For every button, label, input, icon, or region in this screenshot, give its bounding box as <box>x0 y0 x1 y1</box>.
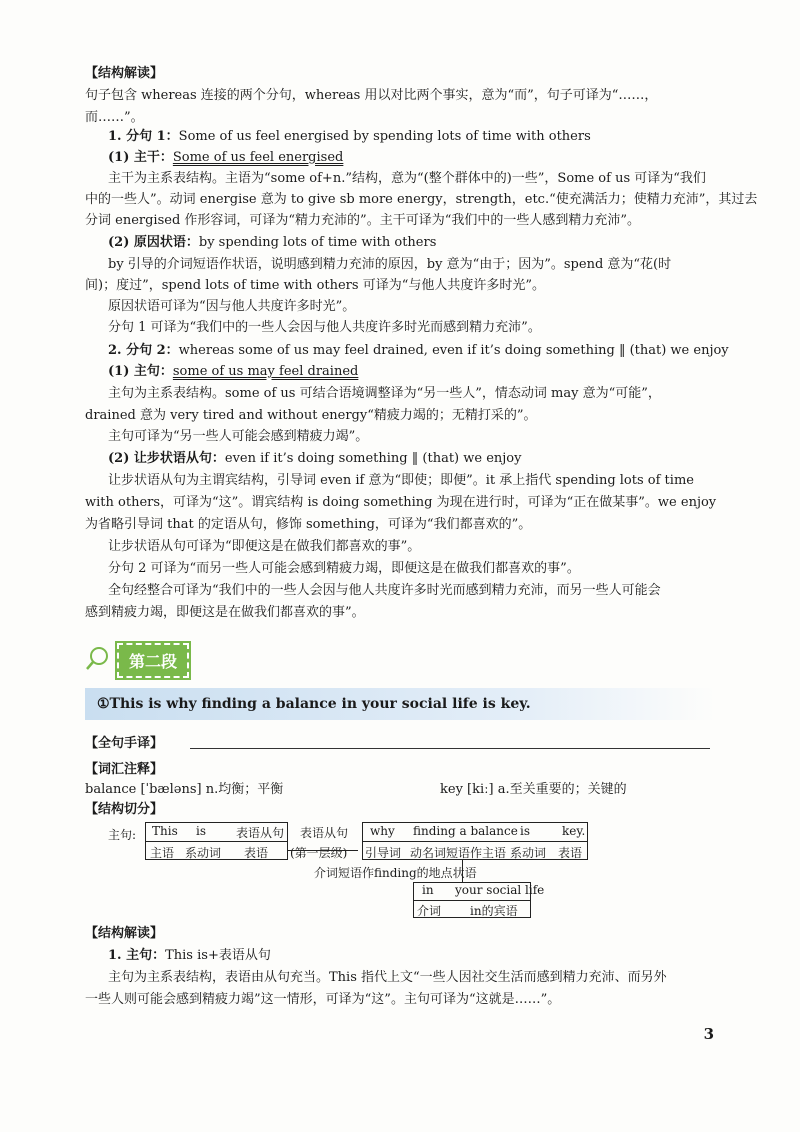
sub-label: (2) 原因状语： <box>108 235 199 250</box>
sub-sentence: by spending lots of time with others <box>198 235 437 250</box>
vocab-item: key [kiː] a.至关重要的；关键的 <box>440 782 627 797</box>
text-line: 主句为主系表结构。some of us 可结合语境调整译为“另一些人”，情态动词 may 意为“可能”， <box>108 386 661 401</box>
role-conjunction: 引导词 <box>365 846 402 860</box>
sub-label: (1) 主干： <box>108 150 173 165</box>
text-line: 让步状语从句为主谓宾结构，引导词 even if 意为“即使；即便”。it 承上指代 spending lots of time <box>108 473 694 488</box>
section-title-label: 第二段 <box>117 643 189 678</box>
role-linking-verb2: 系动词 <box>510 846 547 860</box>
mid-label: 表语从句 <box>300 826 349 840</box>
clause-number: 2. 分句 2： <box>108 343 179 358</box>
structure-cut-heading: 【结构切分】 <box>85 802 164 817</box>
text-line: 主干为主系表结构。主语为“some of+n.”结构，意为“(整个群体中的)一些”，Some of us 可译为“我们 <box>108 171 706 186</box>
word-finding-a-balance: finding a balance <box>413 824 518 838</box>
translation-blank-line[interactable] <box>190 748 710 749</box>
text-line: 主句为主系表结构，表语由从句充当。This 指代上文“一些人因社交生活而感到精力充沛、而另外 <box>108 970 667 985</box>
divider <box>362 841 588 842</box>
role-subject: 主语 <box>150 846 175 860</box>
text-line: 中的一些人”。动词 energise 意为 to give sb more energy，strength，etc.“使充满活力；使精力充沛”，其过去 <box>85 192 758 207</box>
sub-sentence: even if it’s doing something ‖ (that) we enjoy <box>224 451 522 466</box>
word-why: why <box>370 824 395 838</box>
text-line: by 引导的介词短语作状语，说明感到精力充沛的原因，by 意为“由于；因为”。spend 意为“花(时 <box>108 257 672 272</box>
role-preposition: 介词 <box>417 904 442 918</box>
text-line: 感到精疲力竭，即便这是在做我们都喜欢的事”。 <box>85 605 365 620</box>
vocab-item: balance [ˈbæləns] n.均衡；平衡 <box>85 782 284 797</box>
arrow-line <box>288 850 358 851</box>
main-clause-label: 主句: <box>108 828 137 842</box>
sentence-banner: ①This is why finding a balance in your social life is key. <box>85 688 715 720</box>
clause-number: 1. 主句： <box>108 948 166 963</box>
role-linking-verb: 系动词 <box>185 846 222 860</box>
clause-heading <box>108 341 729 361</box>
clause-sentence: whereas some of us may feel drained, even if it’s doing something ‖ (that) we enjoy <box>178 343 729 358</box>
role-gerund-subject: 动名词短语作主语 <box>410 846 507 860</box>
section-title <box>85 643 189 677</box>
sub-label: (1) 主句： <box>108 364 173 379</box>
clause-heading <box>108 127 591 147</box>
sub-sentence: some of us may feel drained <box>172 364 359 379</box>
text-line: 一些人则可能会感到精疲力竭”这一情形，可译为“这”。主句可译为“这就是……”。 <box>85 992 561 1007</box>
text-line: 让步状语从句可译为“即便这是在做我们都喜欢的事”。 <box>108 539 421 554</box>
mid-level-label: (第一层级) <box>290 846 348 860</box>
text-line: 主句可译为“另一些人可能会感到精疲力竭”。 <box>108 429 369 444</box>
sub-heading <box>108 362 358 382</box>
clause-number: 1. 分句 1： <box>108 129 179 144</box>
sub-label: (2) 让步状语从句： <box>108 451 225 466</box>
clause-sentence: This is+表语从句 <box>165 948 271 963</box>
page-number: 3 <box>703 1025 714 1043</box>
role-predicative2: 表语 <box>558 846 583 860</box>
text-line: 间)；度过”，spend lots of time with others 可译为“与他人共度许多时光”。 <box>85 278 545 293</box>
text-line: 句子包含 whereas 连接的两个分句，whereas 用以对比两个事实，意为“而”，句子可译为“……， <box>85 88 658 103</box>
text-line: 分词 energised 作形容词，可译为“精力充沛的”。主干可译为“我们中的一些人感到精力充沛”。 <box>85 213 640 228</box>
word-is: is <box>196 824 206 838</box>
vocab-heading: 【词汇注释】 <box>85 762 164 777</box>
role-predicative: 表语 <box>244 846 269 860</box>
text-line: with others，可译为“这”。谓宾结构 is doing something 为现在进行时，可译为“正在做某事”。we enjoy <box>85 495 717 510</box>
divider <box>413 900 531 901</box>
magnifier-icon <box>85 645 111 675</box>
sub-heading <box>108 449 521 469</box>
clause-sentence: Some of us feel energised by spending lots of time with others <box>178 129 591 144</box>
adverbial-label: 介词短语作finding的地点状语 <box>314 866 477 880</box>
divider <box>145 841 288 842</box>
sub-heading <box>108 148 343 168</box>
main-clause-heading <box>108 946 271 966</box>
text-line: 分句 1 可译为“我们中的一些人会因与他人共度许多时光而感到精力充沛”。 <box>108 320 541 335</box>
translation-heading: 【全句手译】 <box>85 736 164 751</box>
role-object-of-in: in的宾语 <box>470 904 518 918</box>
sub-sentence: Some of us feel energised <box>172 150 344 165</box>
word-is2: is <box>520 824 530 838</box>
text-line: drained 意为 very tired and without energy“精疲力竭的；无精打采的”。 <box>85 408 537 423</box>
word-in: in <box>422 883 434 897</box>
text-line: 原因状语可译为“因与他人共度许多时光”。 <box>108 299 356 314</box>
word-pred-clause: 表语从句 <box>236 826 285 840</box>
word-this: This <box>152 824 178 838</box>
text-line: 全句经整合可译为“我们中的一些人会因与他人共度许多时光而感到精力充沛，而另一些人可能会 <box>108 583 661 598</box>
text-line: 分句 2 可译为“而另一些人可能会感到精疲力竭，即便这是在做我们都喜欢的事”。 <box>108 561 580 576</box>
word-key: key. <box>562 824 586 838</box>
word-your-social-life: your social life <box>455 883 545 897</box>
text-line: 而……”。 <box>85 110 144 125</box>
sub-heading <box>108 233 436 253</box>
section-heading: 【结构解读】 <box>85 66 164 81</box>
structure-analysis-heading: 【结构解读】 <box>85 926 164 941</box>
text-line: 为省略引导词 that 的定语从句，修饰 something，可译为“我们都喜欢的”。 <box>85 517 532 532</box>
